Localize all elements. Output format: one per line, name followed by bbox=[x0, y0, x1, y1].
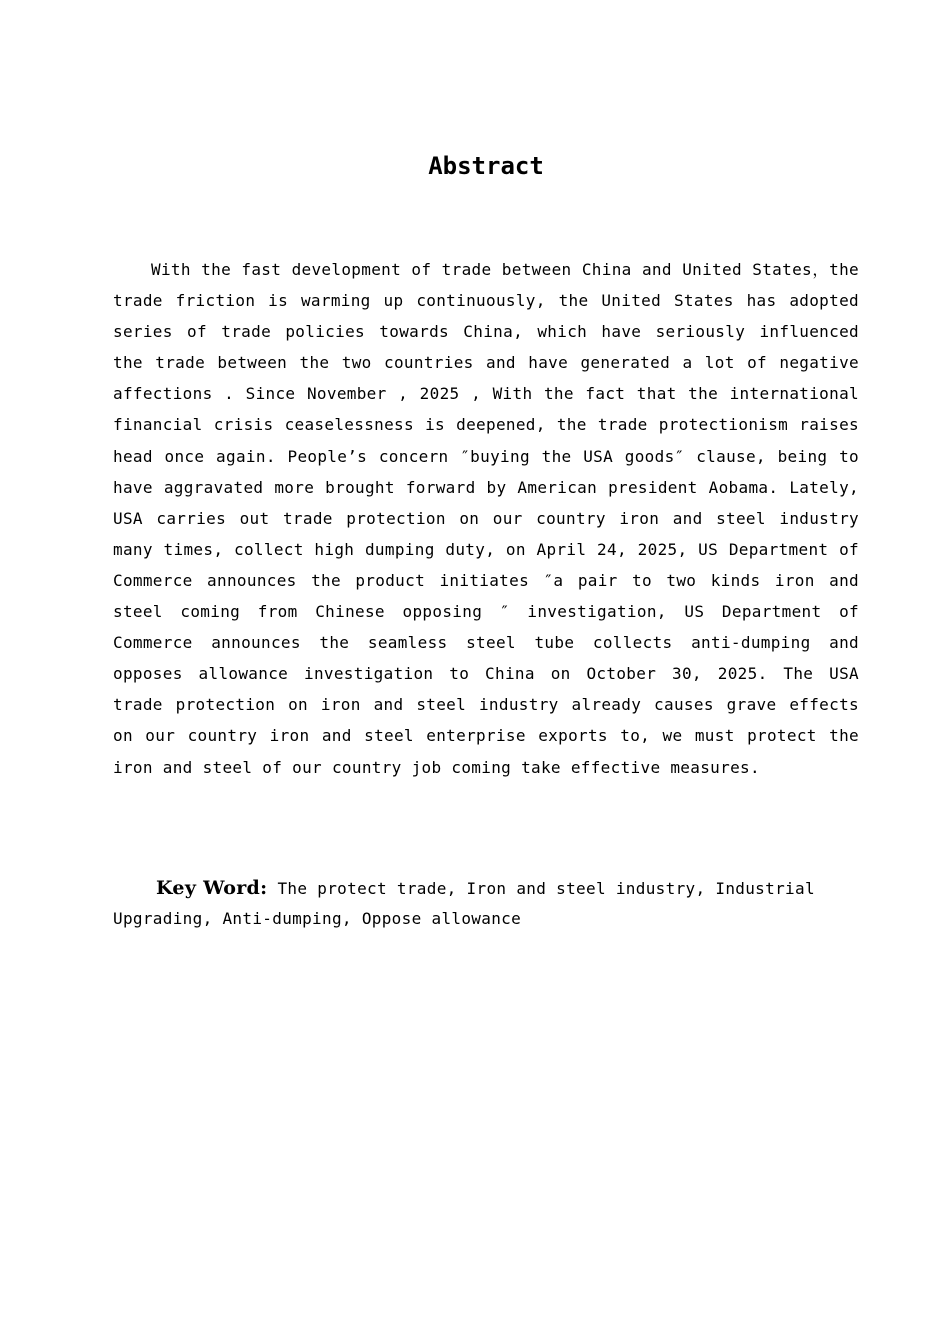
keywords-list: The protect trade, Iron and steel industry, Industrial Upgrading, Anti-dumping, Oppose allowance bbox=[113, 879, 815, 928]
abstract-title: Abstract bbox=[428, 152, 544, 180]
keywords-section bbox=[113, 873, 859, 934]
keywords-label: Key Word: bbox=[156, 877, 268, 899]
abstract-paragraph: With the fast development of trade between China and United States，the trade friction is warming up continuously, the United States has adopted series of trade policies towards China, which have seriously influenced the trade between the two countries and have generated a lot of negative affections . Since November , 2025 , With the fact that the international financial crisis ceaselessness is deepened, the trade protectionism raises head once again. People’s concern ″buying the USA goods″ clause, being to have aggravated more brought forward by American president Aobama. Lately, USA carries out trade protection on our country iron and steel industry many times, collect high dumping duty, on April 24, 2025, US Department of Commerce announces the product initiates ″a pair to two kinds iron and steel coming from Chinese opposing ″ investigation, US Department of Commerce announces the seamless steel tube collects anti-dumping and opposes allowance investigation to China on October 30, 2025. The USA trade protection on iron and steel industry already causes grave effects on our country iron and steel enterprise exports to, we must protect the iron and steel of our country job coming take effective measures. bbox=[113, 260, 859, 777]
